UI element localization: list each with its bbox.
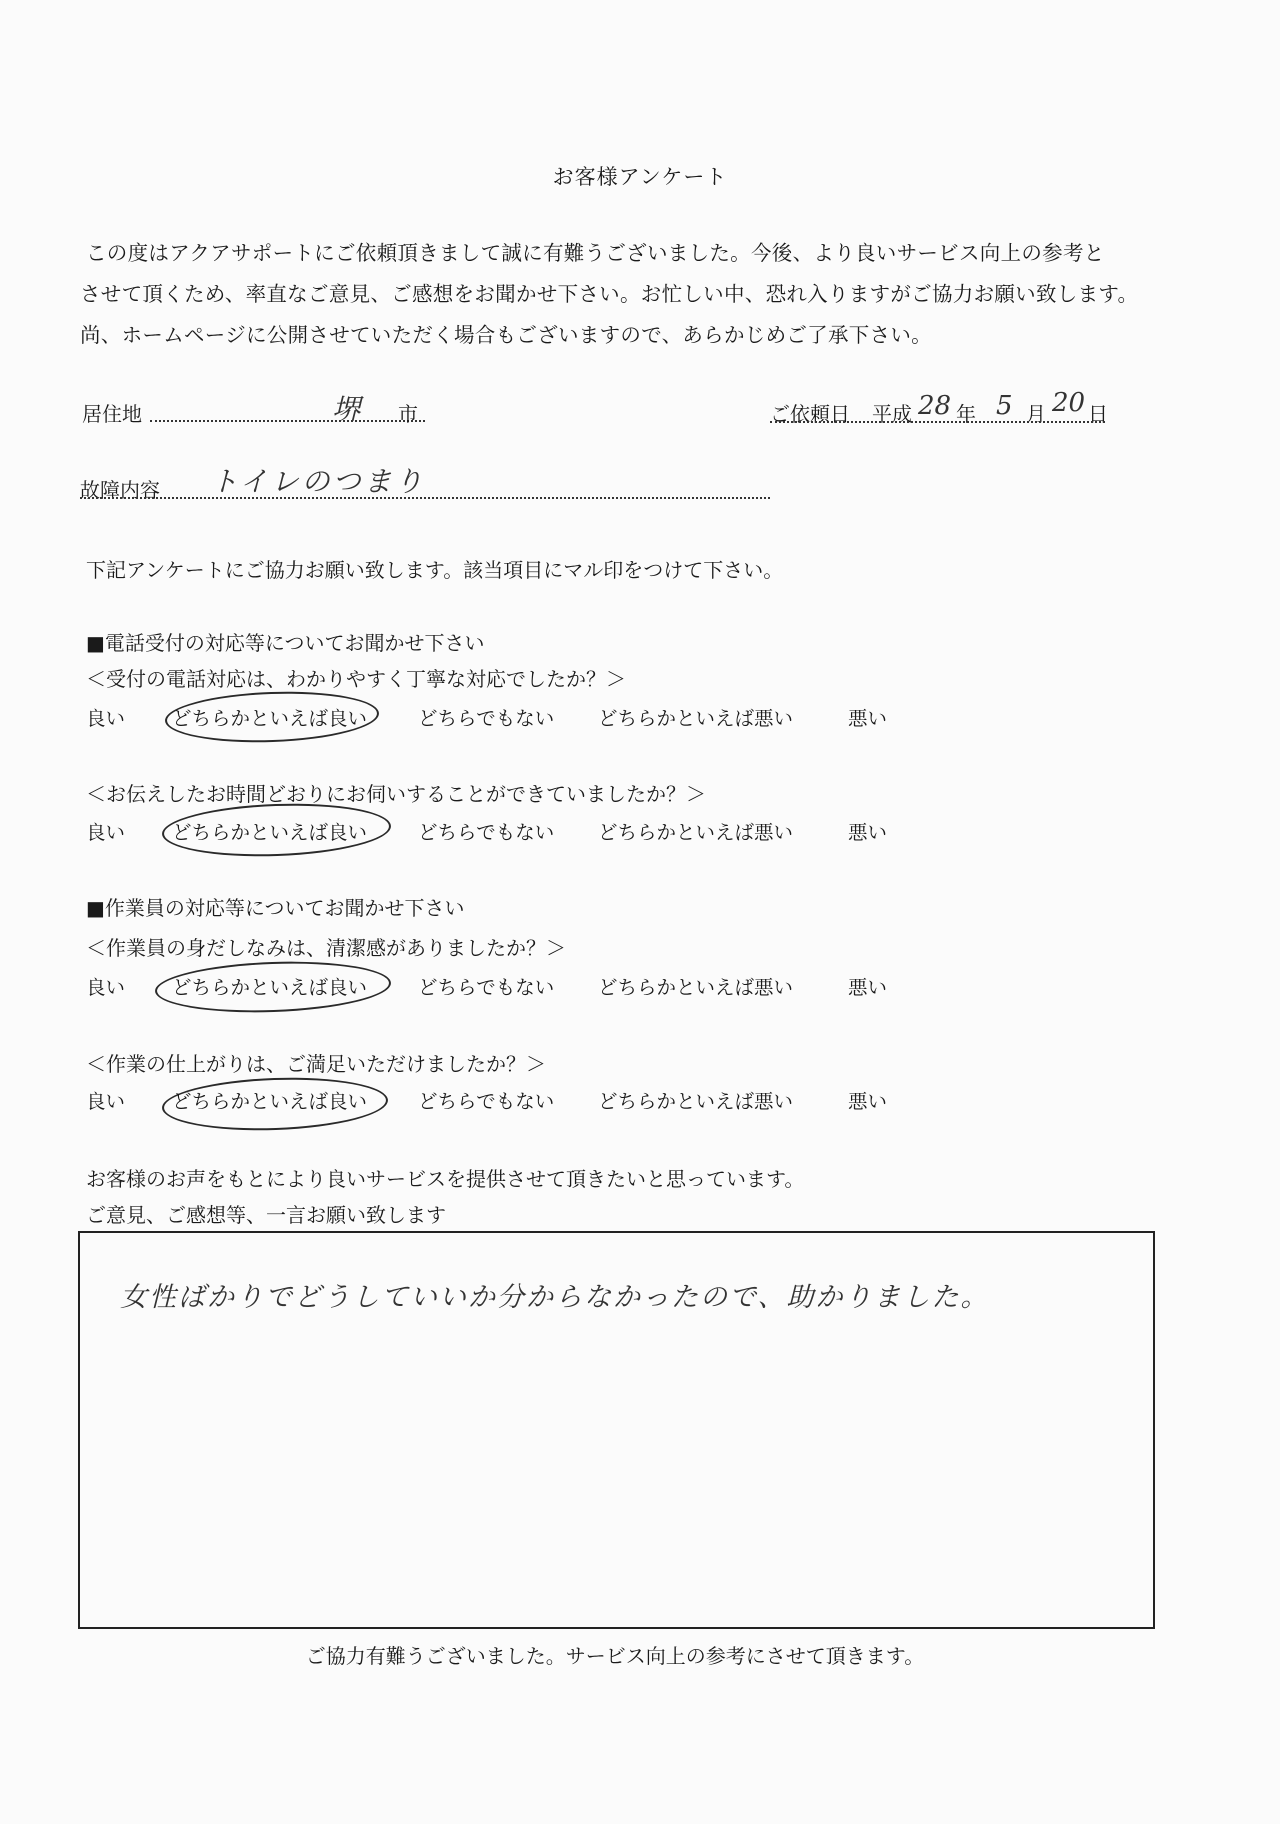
request-date-era: 平成 xyxy=(872,402,912,426)
question-arrival-time: ＜お伝えしたお時間どおりにお伺いすることができていましたか？＞ xyxy=(86,782,706,806)
residence-value: 堺 xyxy=(332,393,361,426)
closing-text: ご協力有難うございました。サービス向上の参考にさせて頂きます。 xyxy=(305,1644,925,1668)
intro-line-1: この度はアクアサポートにご依頼頂きまして誠に有難うございました。今後、より良いサービス向上の参考と xyxy=(86,241,1105,265)
option-somewhat-bad-q1: どちらかといえば悪い xyxy=(598,707,794,730)
request-date-day-unit: 日 xyxy=(1088,402,1108,426)
residence-suffix: 市 xyxy=(398,402,418,426)
residence-underline xyxy=(150,420,425,422)
comment-prompt-line-1: お客様のお声をもとにより良いサービスを提供させて頂きたいと思っています。 xyxy=(86,1167,805,1191)
option-somewhat-good-q4: どちらかといえば良い xyxy=(172,1090,368,1113)
option-good-q1: 良い xyxy=(86,707,126,730)
failure-value: トイレのつまり xyxy=(210,465,426,498)
option-good-q3: 良い xyxy=(86,976,126,999)
request-date-day: 20 xyxy=(1052,388,1086,418)
option-somewhat-good-q3: どちらかといえば良い xyxy=(172,976,368,999)
comment-text: 女性ばかりでどうしていいか分からなかったので、助かりました。 xyxy=(120,1282,990,1313)
question-work-satisfaction: ＜作業の仕上がりは、ご満足いただけましたか？＞ xyxy=(86,1052,546,1076)
page-title: お客様アンケート xyxy=(552,165,728,189)
option-somewhat-good-q2: どちらかといえば良い xyxy=(172,821,368,844)
option-bad-q1: 悪い xyxy=(848,707,888,730)
option-neutral-q1: どちらでもない xyxy=(418,707,555,730)
option-good-q4: 良い xyxy=(86,1090,126,1113)
question-staff-appearance: ＜作業員の身だしなみは、清潔感がありましたか？＞ xyxy=(86,936,566,960)
request-date-label: ご依頼日 xyxy=(770,402,850,426)
comment-box xyxy=(78,1231,1155,1629)
failure-label: 故障内容 xyxy=(80,478,160,502)
section-heading-phone: ■電話受付の対応等についてお聞かせ下さい xyxy=(86,631,485,655)
option-bad-q4: 悪い xyxy=(848,1090,888,1113)
option-bad-q3: 悪い xyxy=(848,976,888,999)
intro-line-3: 尚、ホームページに公開させていただく場合もございますので、あらかじめご了承下さい。 xyxy=(80,323,932,347)
failure-underline xyxy=(80,497,770,499)
option-neutral-q4: どちらでもない xyxy=(418,1090,555,1113)
comment-prompt-line-2: ご意見、ご感想等、一言お願い致します xyxy=(86,1203,446,1227)
option-neutral-q2: どちらでもない xyxy=(418,821,555,844)
question-phone-clarity: ＜受付の電話対応は、わかりやすく丁寧な対応でしたか？＞ xyxy=(86,667,626,691)
option-bad-q2: 悪い xyxy=(848,821,888,844)
section-heading-staff: ■作業員の対応等についてお聞かせ下さい xyxy=(86,896,465,920)
request-date-year: 28 xyxy=(918,391,952,421)
request-date-month: 5 xyxy=(996,391,1013,421)
intro-line-2: させて頂くため、率直なご意見、ご感想をお聞かせ下さい。お忙しい中、恐れ入りますがご協力お願い致します。 xyxy=(80,282,1139,306)
residence-label: 居住地 xyxy=(82,402,142,426)
request-date-underline xyxy=(770,421,1105,423)
option-somewhat-bad-q3: どちらかといえば悪い xyxy=(598,976,794,999)
option-somewhat-bad-q2: どちらかといえば悪い xyxy=(598,821,794,844)
option-good-q2: 良い xyxy=(86,821,126,844)
option-neutral-q3: どちらでもない xyxy=(418,976,555,999)
instruction-text: 下記アンケートにご協力お願い致します。該当項目にマル印をつけて下さい。 xyxy=(86,558,784,582)
request-date-month-unit: 月 xyxy=(1026,402,1046,426)
option-somewhat-good-q1: どちらかといえば良い xyxy=(172,707,368,730)
request-date-year-unit: 年 xyxy=(956,402,976,426)
option-somewhat-bad-q4: どちらかといえば悪い xyxy=(598,1090,794,1113)
